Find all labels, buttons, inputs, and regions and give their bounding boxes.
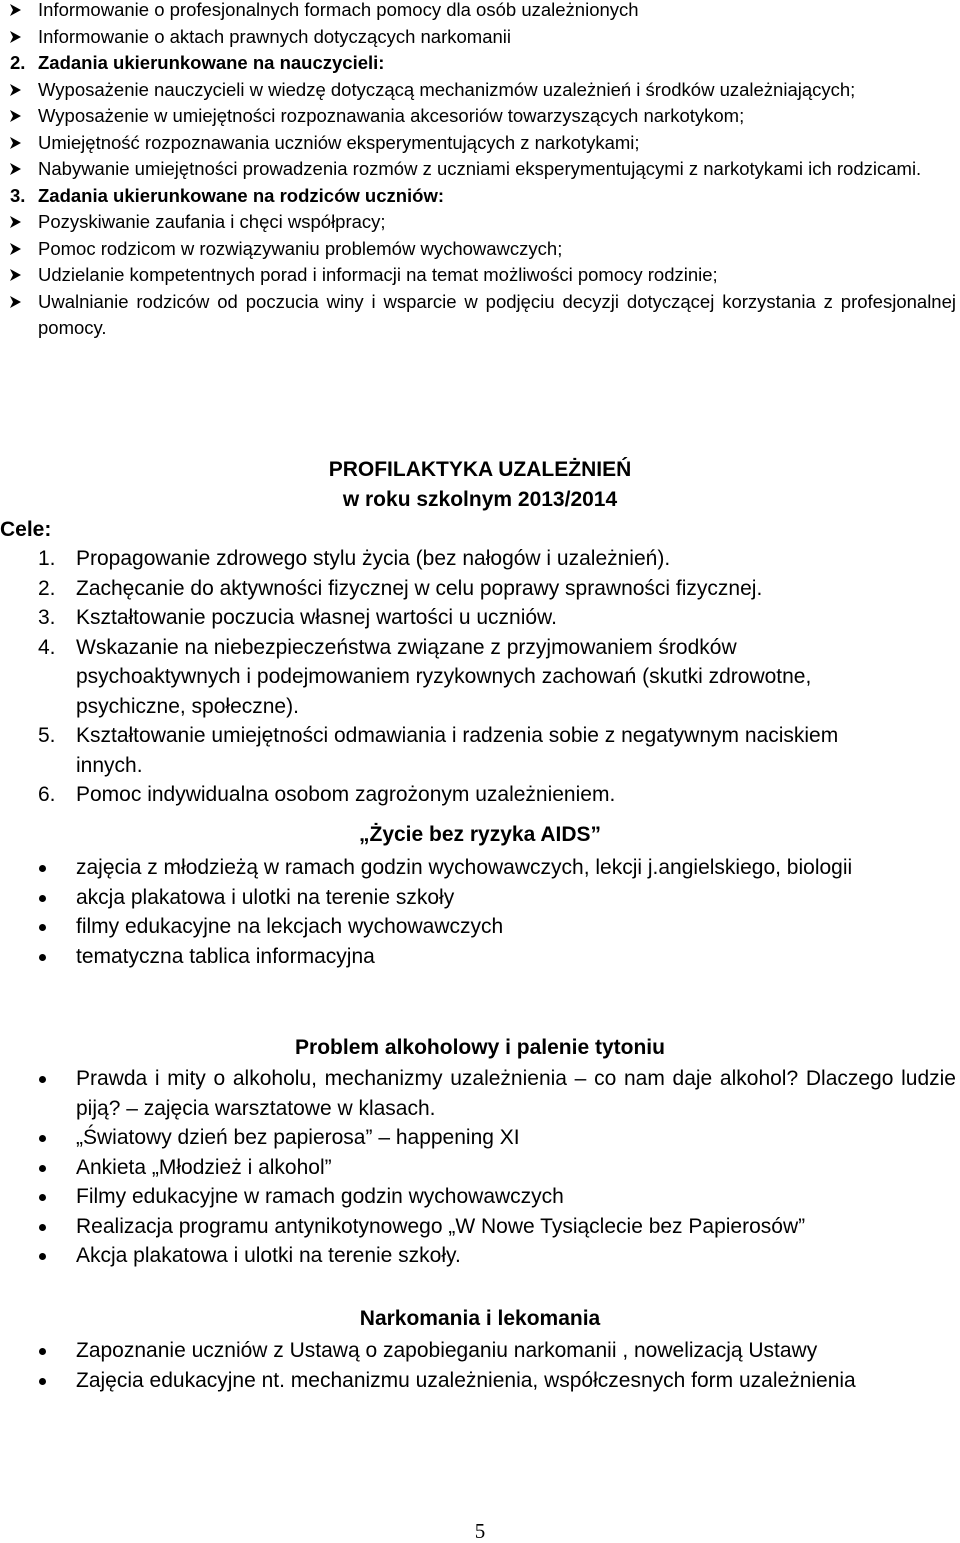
goal-text: Kształtowanie poczucia własnej wartości u uczniów. xyxy=(76,606,557,629)
arrow-item-text: Informowanie o profesjonalnych formach pomocy dla osób uzależnionych xyxy=(38,0,639,20)
arrow-item xyxy=(0,236,960,263)
goal-text: Propagowanie zdrowego stylu życia (bez nałogów i uzależnień). xyxy=(76,547,671,570)
arrow-bullet-icon xyxy=(10,31,21,43)
bullet-dot-icon xyxy=(39,1135,46,1142)
section-heading-alcohol: Problem alkoholowy i palenie tytoniu xyxy=(295,1036,665,1059)
list-item-text: Filmy edukacyjne w ramach godzin wychowawczych xyxy=(76,1185,564,1208)
list-item-text: „Światowy dzień bez papierosa” – happening XI xyxy=(76,1126,520,1149)
list-item-text: akcja plakatowa i ulotki na terenie szkoły xyxy=(76,885,455,909)
bullet-dot-icon xyxy=(39,1378,46,1385)
arrow-item xyxy=(0,24,960,51)
arrow-bullet-icon xyxy=(10,4,21,16)
arrow-bullet-icon xyxy=(10,243,21,255)
goal-item xyxy=(0,721,960,780)
arrow-item-text: Pozyskiwanie zaufania i chęci współpracy; xyxy=(38,211,386,232)
goal-item xyxy=(0,574,960,604)
goal-item xyxy=(0,544,960,574)
page-number: 5 xyxy=(474,1519,486,1543)
arrow-item xyxy=(0,130,960,157)
goal-item xyxy=(0,780,960,810)
arrow-bullet-icon xyxy=(10,296,21,308)
list-item xyxy=(0,942,960,972)
program-subtitle: w roku szkolnym 2013/2014 xyxy=(342,488,618,511)
goal-number: 6. xyxy=(38,783,56,806)
bullet-dot-icon xyxy=(39,924,46,931)
list-item xyxy=(0,1182,960,1212)
arrow-item xyxy=(0,0,960,24)
arrow-item xyxy=(0,262,960,289)
goal-number: 5. xyxy=(38,724,56,747)
list-item-text: filmy edukacyjne na lekcjach wychowawczych xyxy=(76,915,504,938)
goal-text: Pomoc indywidualna osobom zagrożonym uzależnieniem. xyxy=(76,783,616,806)
bullet-dot-icon xyxy=(39,954,46,961)
arrow-item-text: Udzielanie kompetentnych porad i informacji na temat możliwości pomocy rodzinie; xyxy=(38,264,718,285)
arrow-item-text: Pomoc rodzicom w rozwiązywaniu problemów wychowawczych; xyxy=(38,237,563,259)
arrow-bullet-icon xyxy=(10,137,21,149)
list-item-text: Zajęcia edukacyjne nt. mechanizmu uzależnienia, współczesnych form uzależnienia xyxy=(76,1368,856,1392)
goal-number: 2. xyxy=(38,576,56,600)
goals-label: Cele: xyxy=(0,518,52,541)
heading-number: 3. xyxy=(10,184,26,206)
section-heading-aids: „Życie bez ryzyka AIDS” xyxy=(359,823,601,846)
arrow-item xyxy=(0,209,960,236)
list-item-text: Prawda i mity o alkoholu, mechanizmy uzależnienia – co nam daje alkohol? Dlaczego ludzie piją? – zajęcia warsztatowe w klasach. xyxy=(76,1067,956,1120)
list-item-text: Akcja plakatowa i ulotki na terenie szkoły. xyxy=(76,1244,461,1267)
arrow-bullet-icon xyxy=(10,163,21,175)
list-item-text: Realizacja programu antynikotynowego „W Nowe Tysiąclecie bez Papierosów” xyxy=(76,1214,806,1238)
goal-text: Zachęcanie do aktywności fizycznej w celu poprawy sprawności fizycznej. xyxy=(76,576,763,600)
arrow-bullet-icon xyxy=(10,110,21,122)
arrow-item-text: Nabywanie umiejętności prowadzenia rozmów z uczniami eksperymentującymi z narkotykami ich rodzicami. xyxy=(38,158,922,179)
alcohol-list xyxy=(0,1064,960,1271)
heading-text: Zadania ukierunkowane na rodziców uczniów: xyxy=(38,184,445,206)
program-title: PROFILAKTYKA UZALEŻNIEŃ xyxy=(328,458,632,481)
arrow-bullet-icon xyxy=(10,216,21,228)
arrow-item-text: Informowanie o aktach prawnych dotyczących narkomanii xyxy=(38,25,512,47)
goal-item xyxy=(0,633,960,722)
bullet-dot-icon xyxy=(39,1194,46,1201)
list-item xyxy=(0,1241,960,1271)
bullet-dot-icon xyxy=(39,895,46,902)
section-heading-teachers xyxy=(0,50,960,77)
bullet-dot-icon xyxy=(39,1253,46,1260)
list-item xyxy=(0,853,960,883)
list-item xyxy=(0,912,960,942)
arrow-item xyxy=(0,156,960,183)
arrow-item xyxy=(0,77,960,104)
arrow-item-text: Umiejętność rozpoznawania uczniów eksperymentujących z narkotykami; xyxy=(38,131,640,153)
list-item xyxy=(0,1212,960,1242)
list-item xyxy=(0,1336,960,1366)
list-item-text: zajęcia z młodzieżą w ramach godzin wychowawczych, lekcji j.angielskiego, biologii xyxy=(76,856,853,879)
goal-text: Wskazanie na niebezpieczeństwa związane z przyjmowaniem środków psychoaktywnych i podejmowaniem ryzykownych zachowań (skutki zdrowotne, psychiczne, społeczne). xyxy=(76,635,812,718)
section-heading-drugs: Narkomania i lekomania xyxy=(359,1307,601,1330)
list-item-text: tematyczna tablica informacyjna xyxy=(76,944,375,968)
list-item xyxy=(0,1123,960,1153)
list-item xyxy=(0,1366,960,1396)
list-item xyxy=(0,1153,960,1183)
arrow-bullet-icon xyxy=(10,269,21,281)
section-heading-parents xyxy=(0,183,960,210)
list-item xyxy=(0,883,960,913)
bullet-dot-icon xyxy=(39,1165,46,1172)
bullet-dot-icon xyxy=(39,865,46,872)
goal-text: Kształtowanie umiejętności odmawiania i radzenia sobie z negatywnym naciskiem innych. xyxy=(76,724,839,777)
goal-number: 3. xyxy=(38,606,56,629)
arrow-item xyxy=(0,103,960,130)
goal-number: 1. xyxy=(38,547,56,570)
arrow-item-text: Uwalnianie rodziców od poczucia winy i wsparcie w podjęciu decyzji dotyczącej korzystania z profesjonalnej pomocy. xyxy=(38,290,956,338)
arrow-item xyxy=(0,289,960,342)
goals-list xyxy=(0,544,960,810)
heading-text: Zadania ukierunkowane na nauczycieli: xyxy=(38,52,385,73)
goal-item xyxy=(0,603,960,633)
arrow-bullet-icon xyxy=(10,84,21,96)
arrow-item-text: Wyposażenie w umiejętności rozpoznawania akcesoriów towarzyszących narkotykom; xyxy=(38,105,745,126)
list-item-text: Zapoznanie uczniów z Ustawą o zapobieganiu narkomanii , nowelizacją Ustawy xyxy=(76,1339,818,1362)
list-item-text: Ankieta „Młodzież i alkohol” xyxy=(76,1155,332,1179)
tasks-block xyxy=(0,0,960,342)
aids-list xyxy=(0,853,960,971)
bullet-dot-icon xyxy=(39,1224,46,1231)
goal-number: 4. xyxy=(38,635,56,659)
arrow-item-text: Wyposażenie nauczycieli w wiedzę dotyczącą mechanizmów uzależnień i środków uzależniających; xyxy=(38,78,856,100)
bullet-dot-icon xyxy=(39,1348,46,1355)
heading-number: 2. xyxy=(10,52,26,73)
list-item xyxy=(0,1064,960,1123)
bullet-dot-icon xyxy=(39,1076,46,1083)
drugs-list xyxy=(0,1336,960,1395)
